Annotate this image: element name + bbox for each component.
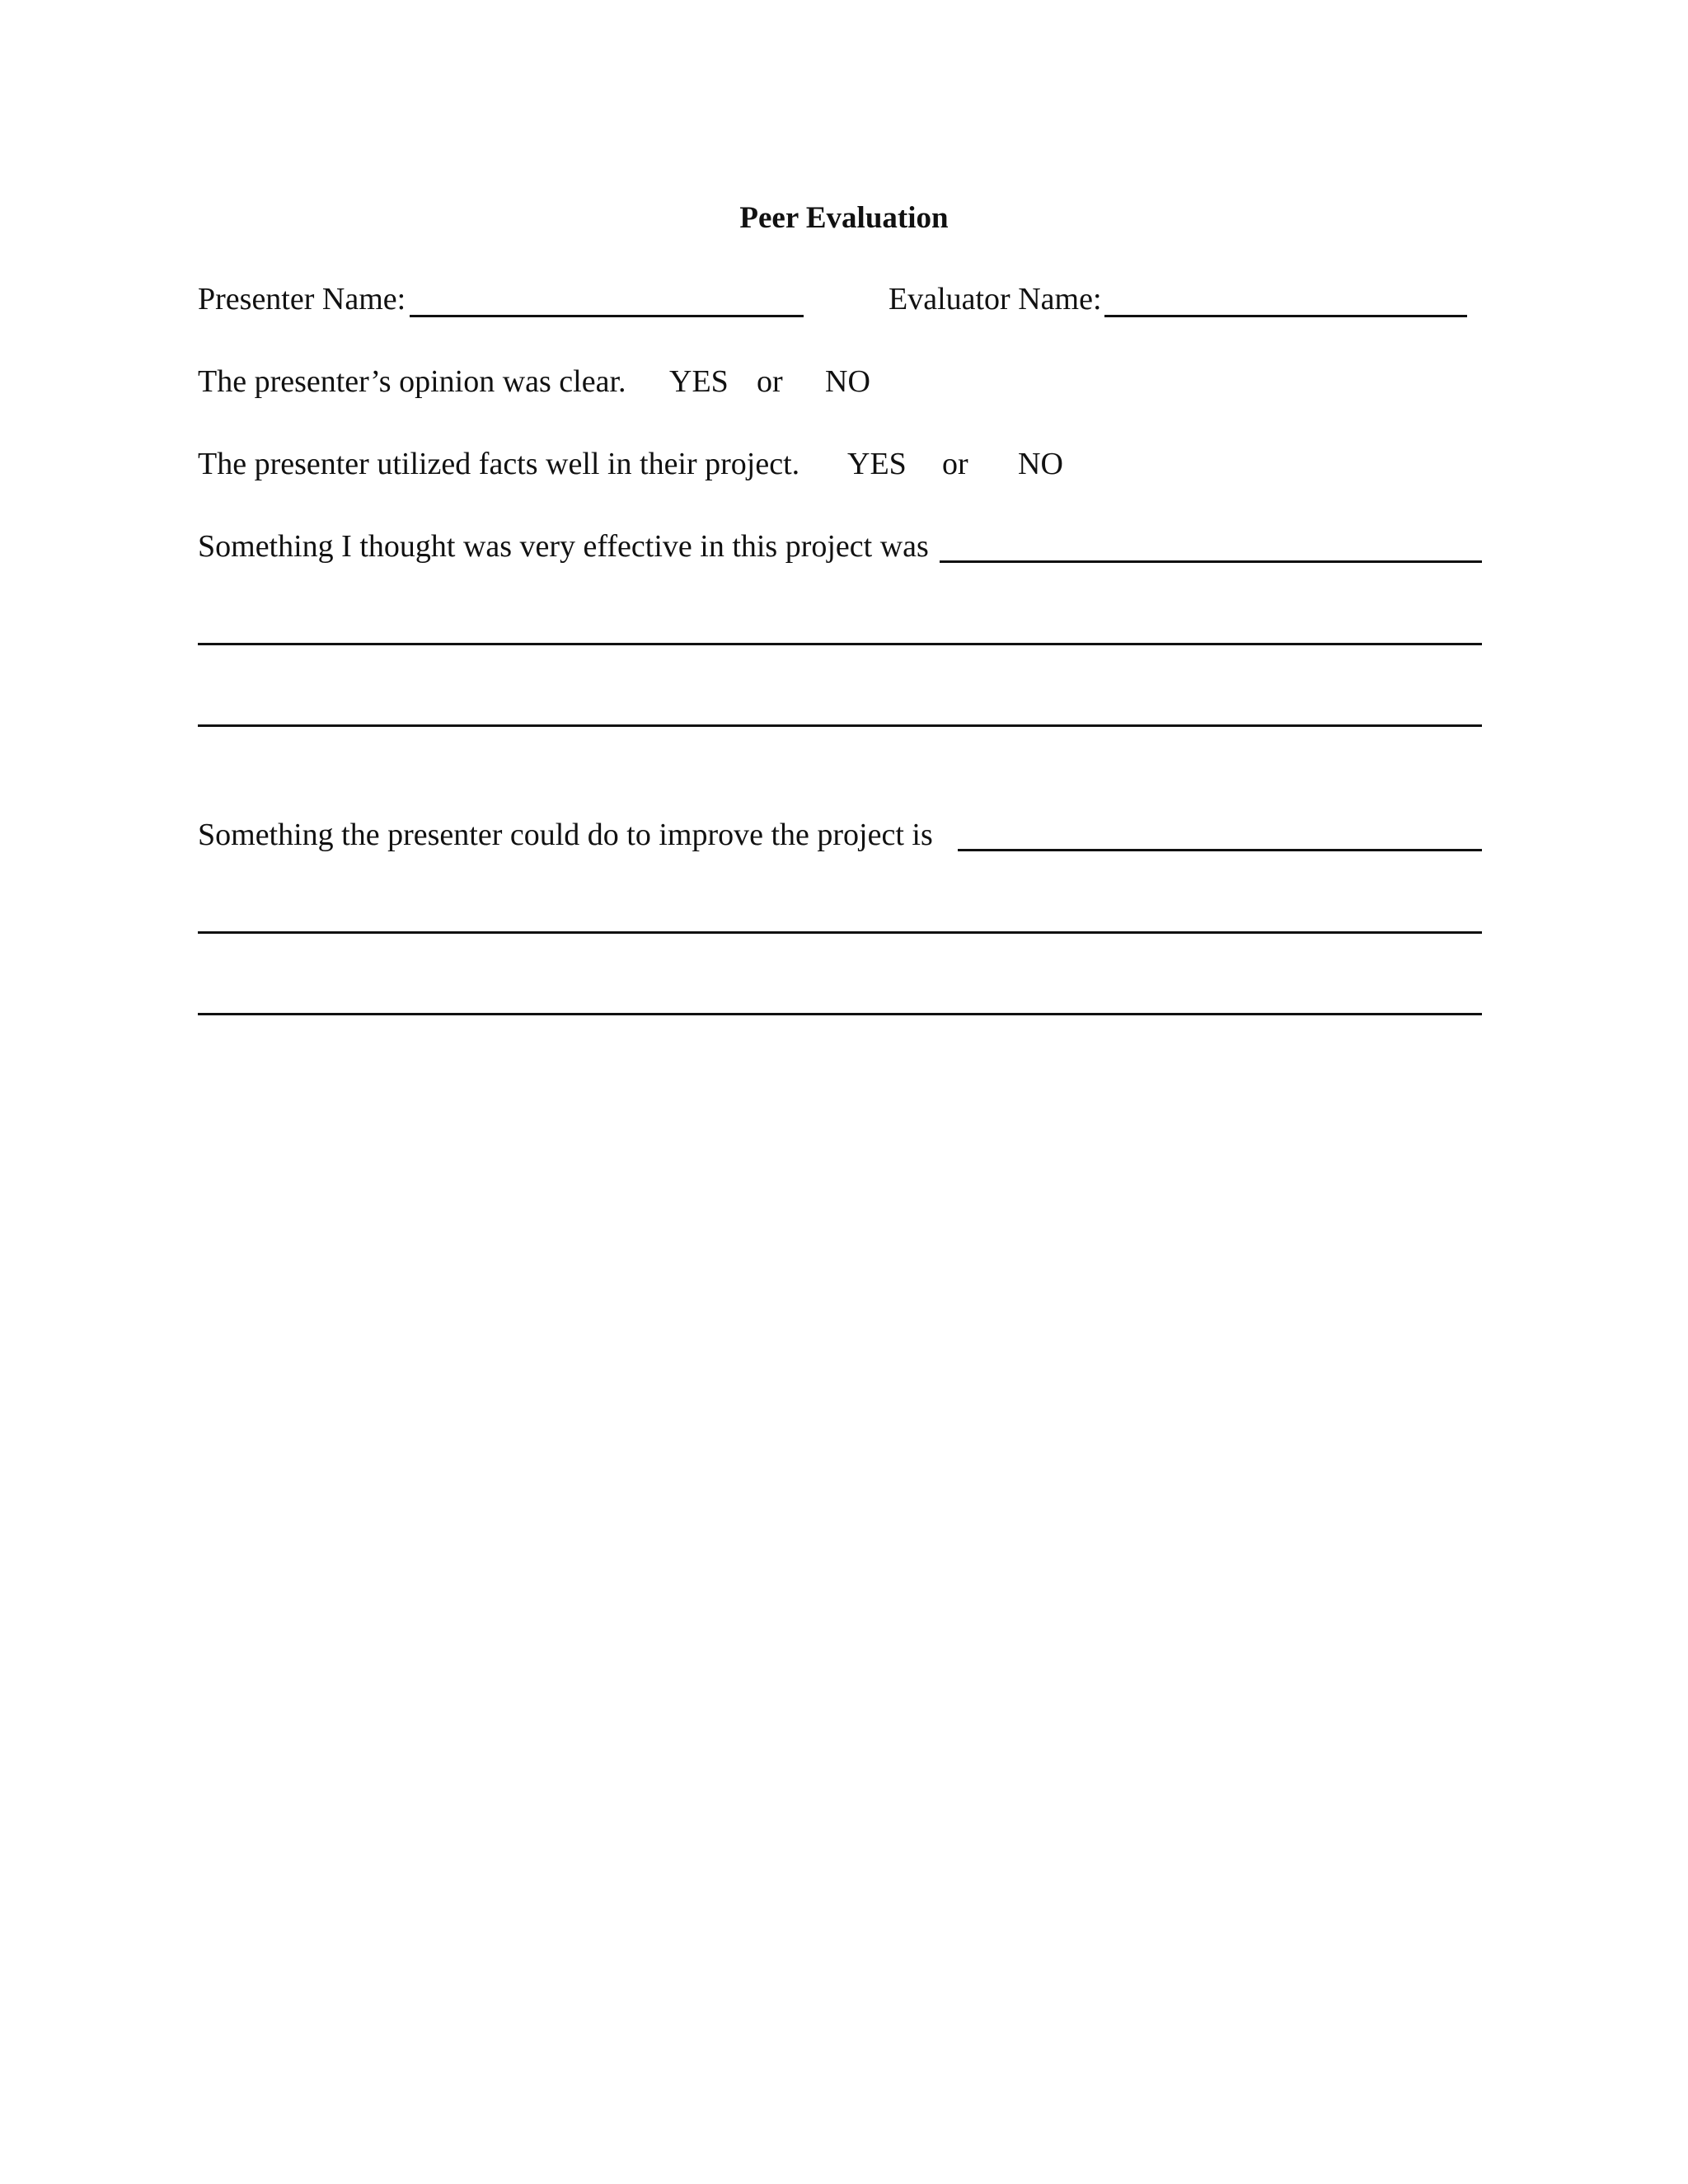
presenter-name-label: Presenter Name: xyxy=(198,282,406,316)
effective-prompt: Something I thought was very effective in this project was xyxy=(198,529,929,564)
question-facts-used: The presenter utilized facts well in their project. xyxy=(198,447,800,481)
page-title: Peer Evaluation xyxy=(739,201,949,235)
improve-answer-line-3[interactable] xyxy=(198,1013,1482,1015)
effective-answer-line-1[interactable] xyxy=(940,560,1482,563)
question-opinion-clear: The presenter’s opinion was clear. xyxy=(198,364,626,399)
improve-prompt: Something the presenter could do to improve the project is xyxy=(198,818,933,852)
q1-yes-option[interactable]: YES xyxy=(669,364,729,399)
effective-answer-line-2[interactable] xyxy=(198,643,1482,645)
q1-no-option[interactable]: NO xyxy=(825,364,870,399)
q1-or-text: or xyxy=(757,364,783,399)
evaluator-name-label: Evaluator Name: xyxy=(889,282,1102,316)
improve-answer-line-2[interactable] xyxy=(198,931,1482,934)
q2-yes-option[interactable]: YES xyxy=(847,447,907,481)
effective-answer-line-3[interactable] xyxy=(198,724,1482,727)
q2-no-option[interactable]: NO xyxy=(1018,447,1063,481)
presenter-name-field[interactable] xyxy=(410,315,804,317)
evaluator-name-field[interactable] xyxy=(1104,315,1467,317)
improve-answer-line-1[interactable] xyxy=(958,849,1482,851)
q2-or-text: or xyxy=(942,447,968,481)
